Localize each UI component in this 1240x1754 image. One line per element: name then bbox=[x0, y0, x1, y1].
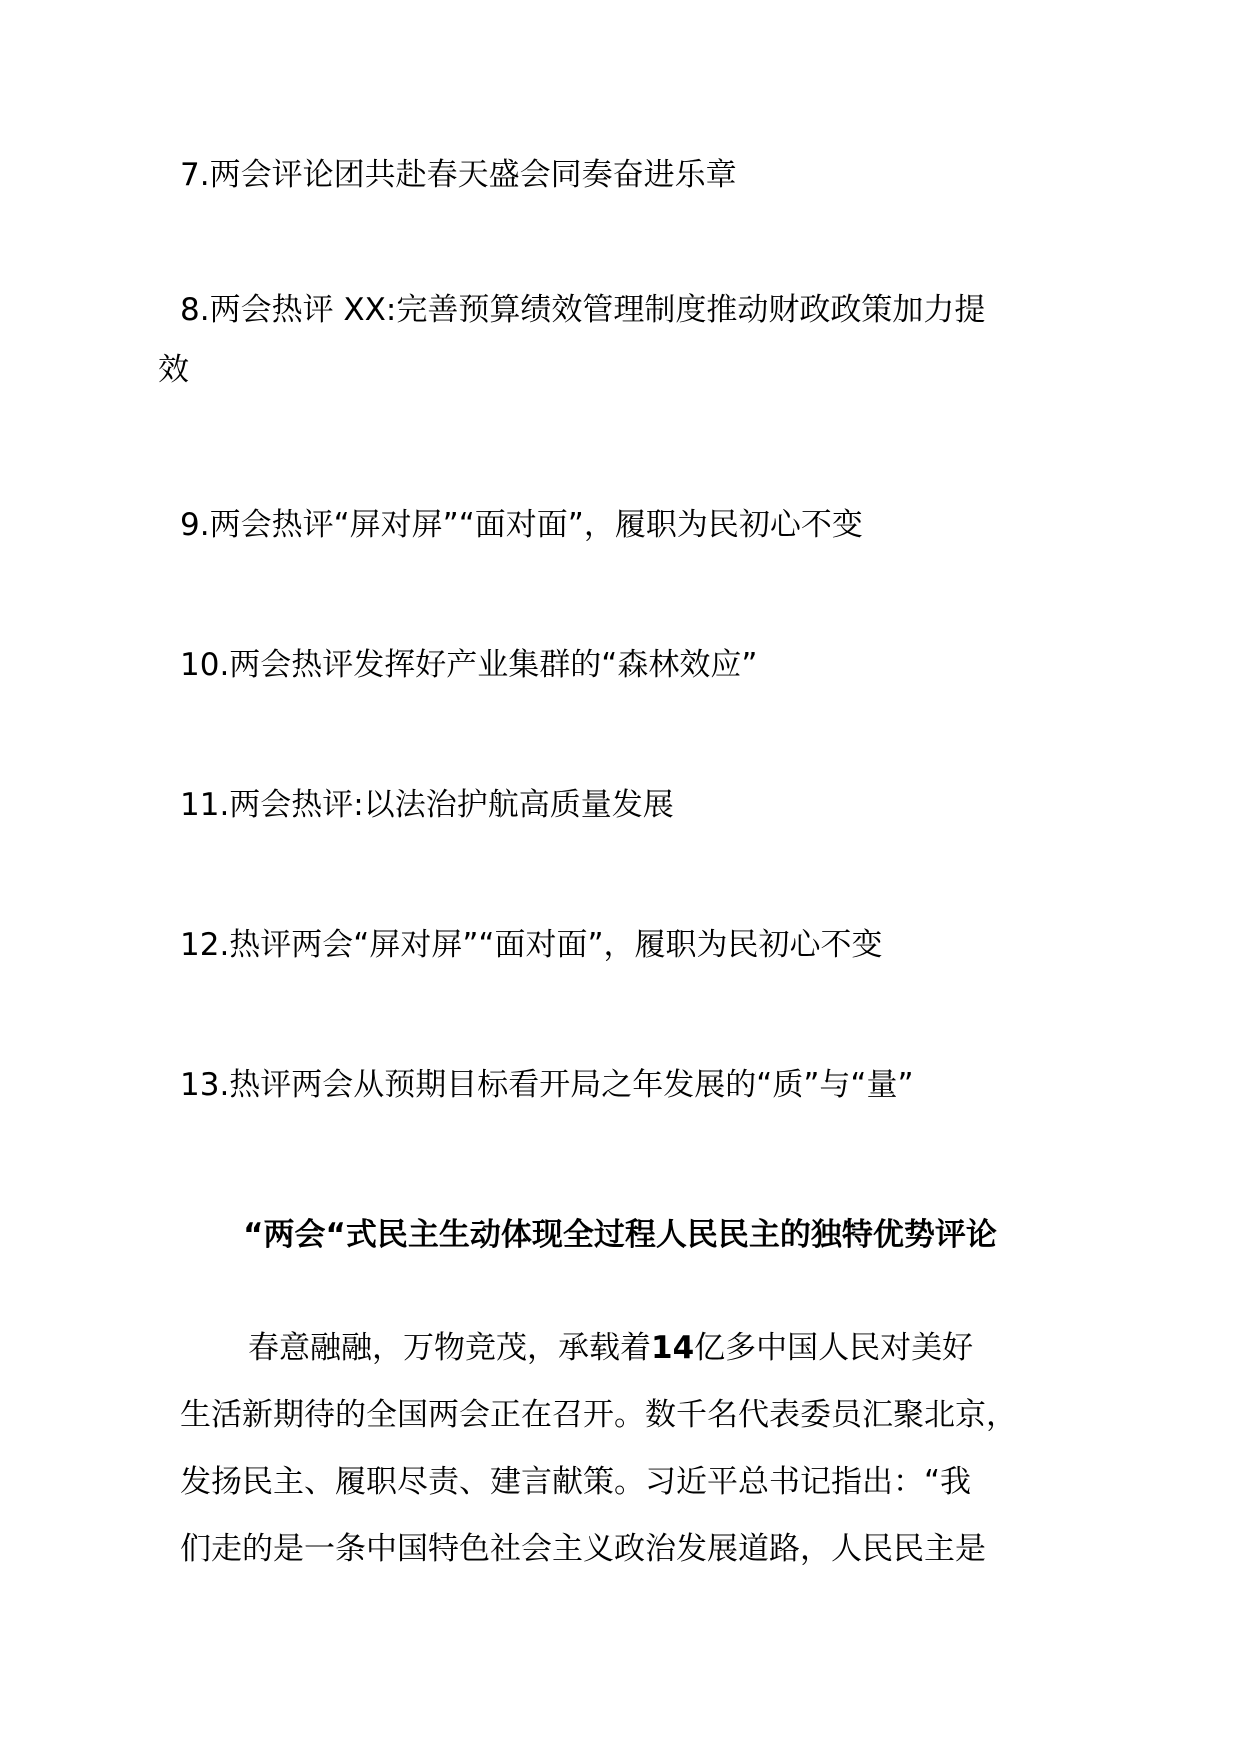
body-text-segment: 亿多中国人民对美好 bbox=[694, 1330, 974, 1366]
toc-item-text: 8.两会热评 XX:完善预算绩效管理制度推动财政政策加力提 bbox=[180, 292, 986, 328]
toc-item-10 bbox=[180, 635, 1080, 695]
toc-item-13 bbox=[180, 1055, 1080, 1115]
body-line-1 bbox=[180, 1315, 1090, 1382]
article-body bbox=[180, 1315, 1090, 1583]
toc-item-text: 11.两会热评:以法治护航高质量发展 bbox=[180, 787, 674, 823]
body-line-4: 们走的是一条中国特色社会主义政治发展道路，人民民主是 bbox=[180, 1531, 986, 1567]
body-text-segment: 春意融融，万物竞茂，承载着 bbox=[248, 1330, 651, 1366]
toc-item-7 bbox=[180, 145, 1080, 205]
body-line-2: 生活新期待的全国两会正在召开。数千名代表委员汇聚北京， bbox=[180, 1397, 1017, 1433]
toc-item-text: 7.两会评论团共赴春天盛会同奏奋进乐章 bbox=[180, 157, 737, 193]
toc-item-text: 12.热评两会“屏对屏”“面对面”，履职为民初心不变 bbox=[180, 927, 883, 963]
article-title: “两会“式民主生动体现全过程人民民主的独特优势评论 bbox=[243, 1217, 997, 1253]
toc-item-11 bbox=[180, 775, 1080, 835]
toc-item-12 bbox=[180, 915, 1080, 975]
toc-item-text: 9.两会热评“屏对屏”“面对面”，履职为民初心不变 bbox=[180, 507, 863, 543]
body-number: 14 bbox=[651, 1330, 695, 1366]
toc-item-9 bbox=[180, 495, 1080, 555]
toc-item-8 bbox=[158, 280, 1080, 400]
body-line-3: 发扬民主、履职尽责、建言献策。习近平总书记指出：“我 bbox=[180, 1464, 972, 1500]
toc-item-text: 10.两会热评发挥好产业集群的“森林效应” bbox=[180, 647, 758, 683]
toc-item-text-continued: 效 bbox=[158, 352, 189, 388]
toc-item-text: 13.热评两会从预期目标看开局之年发展的“质”与“量” bbox=[180, 1067, 914, 1103]
